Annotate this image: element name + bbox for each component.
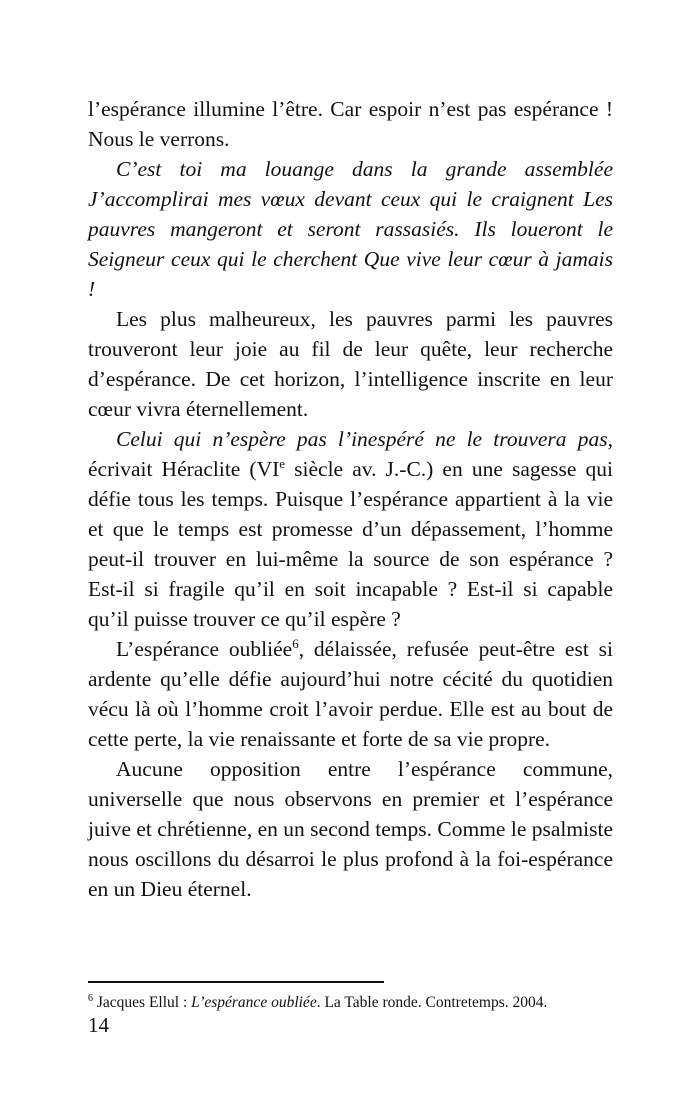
- psalm-quotation: C’est toi ma louange dans la grande assemblée J’accomplirai mes vœux devant ceux qui le craignent Les pauvres mangeront et seront rassasiés. Ils loueront le Seigneur ceux qui le cherchent Que vive leur cœur à jamais !: [88, 157, 613, 301]
- paragraph-4: [88, 424, 613, 634]
- paragraph-4-text-b: siècle av. J.-C.) en une sagesse qui défie tous les temps. Puisque l’espérance appartient à la vie et que le temps est promesse d’un dépassement, l’homme peut-il trouver en lui-même la source de son espérance ? Est-il si fragile qu’il en soit incapable ? Est-il si capable qu’il puisse trouver ce qu’il espère ?: [88, 457, 613, 631]
- footnote-publication: . La Table ronde. Contretemps. 2004.: [316, 994, 548, 1011]
- paragraph-4-text-a: écrivait Héraclite (VI: [88, 457, 280, 481]
- footnote-author: Jacques Ellul :: [93, 994, 192, 1011]
- century-superscript: e: [279, 455, 286, 471]
- paragraph-3: Les plus malheureux, les pauvres parmi les pauvres trouveront leur joie au fil de leur quête, leur recherche d’espérance. De cet horizon, l’intelligence inscrite en leur cœur vivra éternellement.: [88, 307, 613, 421]
- paragraph-1: l’espérance illumine l’être. Car espoir n’est pas espérance ! Nous le verrons.: [88, 97, 613, 151]
- page-number: 14: [88, 1013, 109, 1037]
- footnote-reference: 6: [292, 635, 299, 651]
- paragraph-5-text-b: , délaissée, refusée peut-être est si ardente qu’elle défie aujourd’hui notre cécité du quotidien vécu là où l’homme croit l’avoir perdue. Elle est au bout de cette perte, la vie renaissante et forte de sa vie propre.: [88, 637, 613, 751]
- footnote-number: 6: [88, 992, 93, 1004]
- heraclitus-quotation: Celui qui n’espère pas l’inespéré ne le trouvera pas,: [116, 427, 613, 451]
- page-body: [88, 94, 613, 904]
- paragraph-6: Aucune opposition entre l’espérance commune, universelle que nous observons en premier et l’espérance juive et chrétienne, en un second temps. Comme le psalmiste nous oscillons du désarroi le plus profond à la foi-espérance en un Dieu éternel.: [88, 757, 613, 901]
- footnote-book-title: L’espérance oubliée: [191, 994, 317, 1011]
- footnote: [88, 993, 628, 1013]
- paragraph-5: [88, 634, 613, 754]
- paragraph-5-text-a: L’espérance oubliée: [116, 637, 293, 661]
- footnote-divider: [88, 981, 384, 983]
